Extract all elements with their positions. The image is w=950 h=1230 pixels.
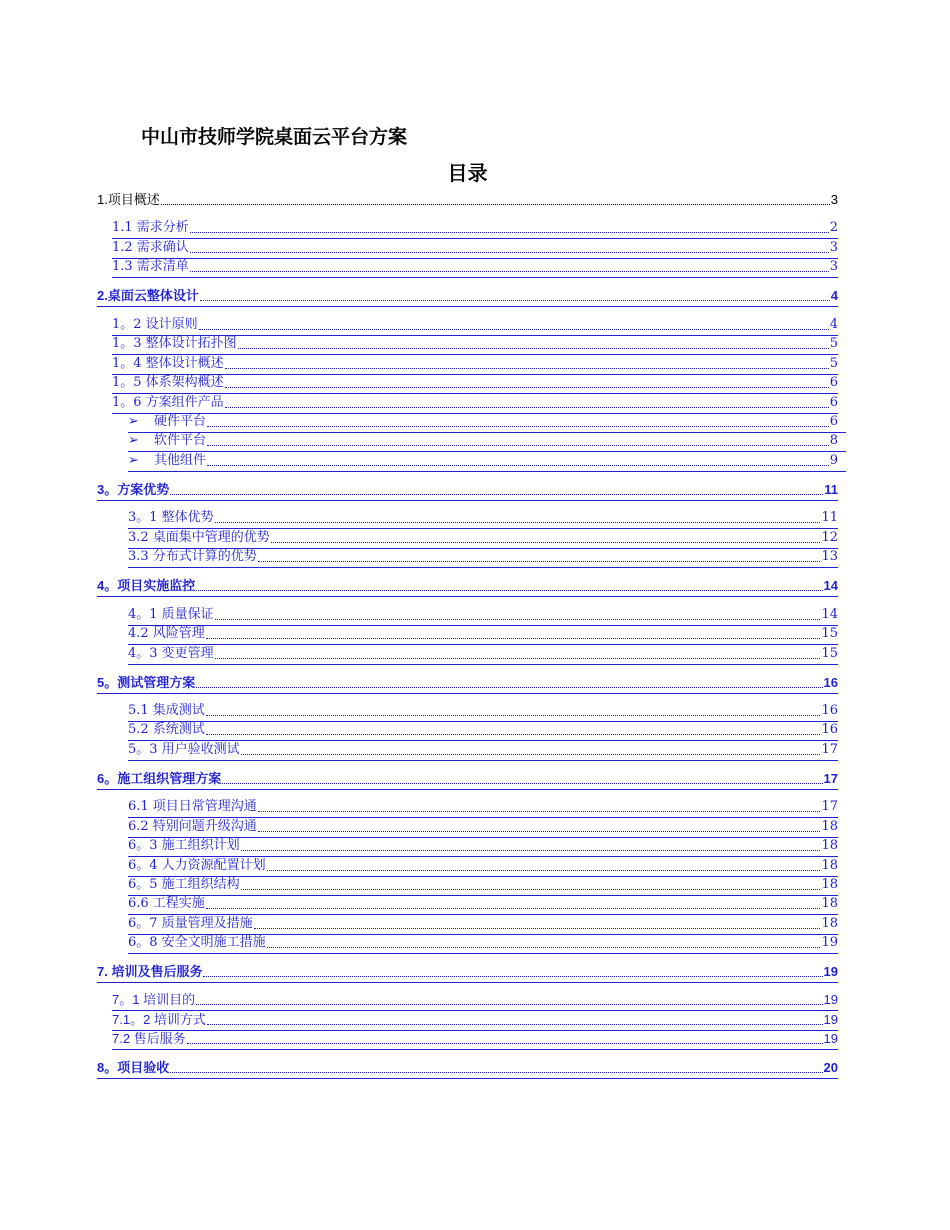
- toc-entry-label: 5.2 系统测试: [128, 722, 205, 737]
- toc-entry-label: 6.2 特别问题升级沟通: [128, 819, 257, 834]
- toc-entry-4-monitoring[interactable]: [97, 576, 838, 597]
- toc-entry-6-3[interactable]: [128, 836, 838, 857]
- toc-entry-7-1-2[interactable]: [112, 1010, 838, 1031]
- toc-entry-1-1[interactable]: [112, 218, 838, 239]
- toc-entry-2-4[interactable]: [112, 354, 838, 375]
- toc-page-number: 19: [823, 964, 838, 979]
- toc-entry-label: 6。4 人力资源配置计划: [128, 858, 266, 873]
- toc-entry-other-components[interactable]: [128, 451, 846, 472]
- toc-page-number: 4: [830, 288, 838, 303]
- toc-entry-5-3[interactable]: [128, 740, 838, 761]
- dot-leader: [254, 928, 821, 929]
- toc-page-number: 15: [821, 626, 838, 641]
- toc-page-number: 3: [829, 240, 838, 255]
- toc-entry-2-5[interactable]: [112, 373, 838, 394]
- toc-entry-label: 4。项目实施监控: [97, 578, 196, 593]
- dot-leader: [225, 368, 829, 369]
- dot-leader: [215, 658, 821, 659]
- toc-page-number: 15: [821, 646, 838, 661]
- toc-entry-label: 6。7 质量管理及措施: [128, 916, 253, 931]
- toc-entry-label: 6.1 项目日常管理沟通: [128, 799, 257, 814]
- toc-entry-label: 6。8 安全文明施工措施: [128, 935, 266, 950]
- toc-entry-label: 1.3 需求清单: [112, 259, 189, 274]
- toc-entry-label: 4.2 风险管理: [128, 626, 205, 641]
- toc-entry-8-acceptance[interactable]: [97, 1058, 838, 1079]
- toc-entry-label: 7.2 售后服务: [112, 1031, 186, 1046]
- dot-leader: [200, 300, 830, 301]
- dot-leader: [190, 252, 829, 253]
- toc-page-number: 16: [823, 675, 838, 690]
- toc-entry-label: 1。4 整体设计概述: [112, 356, 224, 371]
- dot-leader: [271, 542, 821, 543]
- dot-leader: [215, 619, 821, 620]
- toc-page-number: 16: [821, 722, 838, 737]
- toc-page-number: 19: [823, 1012, 838, 1027]
- toc-page-number: 12: [821, 530, 838, 545]
- dot-leader: [222, 783, 822, 784]
- dot-leader: [258, 561, 821, 562]
- toc-entry-5-testing[interactable]: [97, 673, 838, 694]
- toc-page-number: 8: [829, 433, 838, 448]
- toc-entry-1-overview[interactable]: [97, 190, 838, 210]
- dot-leader: [187, 1043, 823, 1044]
- arrow-bullet-icon: ➢: [128, 414, 139, 429]
- dot-leader: [196, 1004, 822, 1005]
- dot-leader: [196, 590, 822, 591]
- toc-entry-6-7[interactable]: [128, 914, 838, 935]
- dot-leader: [161, 204, 830, 205]
- toc-entry-3-3[interactable]: [128, 547, 838, 568]
- dot-leader: [241, 754, 821, 755]
- dot-leader: [199, 329, 829, 330]
- arrow-bullet-icon: ➢: [128, 453, 139, 468]
- dot-leader: [267, 870, 821, 871]
- toc-page-number: 5: [829, 336, 838, 351]
- dot-leader: [170, 494, 823, 495]
- dot-leader: [206, 734, 821, 735]
- toc-page-number: 19: [821, 935, 838, 950]
- toc-entry-4-3[interactable]: [128, 644, 838, 665]
- toc-entry-label: 8。项目验收: [97, 1060, 170, 1075]
- toc-page-number: 11: [821, 510, 838, 525]
- toc-entry-label: 6.6 工程实施: [128, 896, 205, 911]
- dot-leader: [258, 811, 821, 812]
- toc-page-number: 20: [823, 1060, 838, 1075]
- dot-leader: [206, 638, 821, 639]
- toc-entry-label: 5。测试管理方案: [97, 675, 196, 690]
- toc-page-number: 18: [821, 858, 838, 873]
- toc-entry-label: 5.1 集成测试: [128, 703, 205, 718]
- document-title: 中山市技师学院桌面云平台方案: [141, 126, 408, 148]
- toc-entry-label: 1。3 整体设计拓扑图: [112, 336, 237, 351]
- toc-entry-7-training[interactable]: [97, 962, 838, 983]
- toc-page-number: 11: [824, 482, 838, 497]
- toc-page-number: 18: [821, 838, 838, 853]
- dot-leader: [170, 1072, 822, 1073]
- toc-heading: 目录: [447, 161, 488, 185]
- toc-page-number: 3: [829, 259, 838, 274]
- dot-leader: [206, 715, 821, 716]
- toc-entry-2-3[interactable]: [112, 334, 838, 355]
- toc-entry-label: 1.2 需求确认: [112, 240, 189, 255]
- toc-page-number: 6: [829, 414, 838, 429]
- toc-page-number: 17: [821, 799, 838, 814]
- toc-entry-4-1[interactable]: [128, 605, 838, 626]
- toc-entry-6-1[interactable]: [128, 797, 838, 818]
- toc-page-number: 9: [829, 453, 838, 468]
- toc-entry-label: 其他组件: [154, 453, 207, 468]
- toc-entry-1-3[interactable]: [112, 257, 838, 278]
- toc-page-number: 3: [830, 192, 838, 207]
- toc-entry-2-design[interactable]: [97, 286, 838, 307]
- toc-entry-label: 1。6 方案组件产品: [112, 395, 224, 410]
- dot-leader: [241, 850, 821, 851]
- dot-leader: [267, 947, 821, 948]
- toc-page-number: 14: [823, 578, 838, 593]
- toc-entry-label: 4。1 质量保证: [128, 607, 214, 622]
- toc-entry-6-6[interactable]: [128, 894, 838, 915]
- toc-page-number: 4: [829, 317, 838, 332]
- toc-entry-7-1[interactable]: [112, 990, 838, 1011]
- toc-page-number: 6: [829, 395, 838, 410]
- toc-entry-label: 6。施工组织管理方案: [97, 771, 222, 786]
- toc-page-number: 18: [821, 896, 838, 911]
- dot-leader: [196, 687, 822, 688]
- toc-entry-label: 6。5 施工组织结构: [128, 877, 240, 892]
- toc-entry-7-2[interactable]: [112, 1029, 838, 1050]
- toc-page-number: 13: [821, 549, 838, 564]
- toc-entry-label: 6。3 施工组织计划: [128, 838, 240, 853]
- toc-entry-6-2[interactable]: [128, 817, 838, 838]
- dot-leader: [238, 348, 829, 349]
- toc-page-number: 18: [821, 819, 838, 834]
- toc-entry-label: 软件平台: [154, 433, 207, 448]
- dot-leader: [258, 831, 821, 832]
- toc-entry-label: 4。3 变更管理: [128, 646, 214, 661]
- toc-entry-3-advantages[interactable]: [97, 480, 838, 501]
- toc-entry-label: 7.1。2 培训方式: [112, 1012, 206, 1027]
- dot-leader: [207, 1024, 823, 1025]
- toc-entry-1-2[interactable]: [112, 238, 838, 259]
- arrow-bullet-icon: ➢: [128, 433, 139, 448]
- dot-leader: [207, 465, 829, 466]
- toc-entry-2-6[interactable]: [112, 393, 838, 414]
- toc-entry-2-2[interactable]: [112, 315, 838, 336]
- dot-leader: [241, 889, 821, 890]
- toc-page-number: 17: [821, 742, 838, 757]
- toc-entry-label: 1.1 需求分析: [112, 220, 189, 235]
- toc-entry-6-8[interactable]: [128, 933, 838, 954]
- toc-page-number: 18: [821, 877, 838, 892]
- toc-entry-6-construction[interactable]: [97, 769, 838, 790]
- toc-entry-label: 2.桌面云整体设计: [97, 288, 199, 303]
- toc-entry-label: 7。1 培训目的: [112, 992, 196, 1007]
- toc-entry-label: 3.3 分布式计算的优势: [128, 549, 257, 564]
- toc-entry-6-5[interactable]: [128, 875, 838, 896]
- toc-entry-software[interactable]: [128, 431, 846, 452]
- dot-leader: [203, 976, 822, 977]
- toc-entry-label: 3.2 桌面集中管理的优势: [128, 530, 270, 545]
- toc-entry-3-1[interactable]: [128, 508, 838, 529]
- toc-entry-3-2[interactable]: [128, 528, 838, 549]
- dot-leader: [215, 522, 821, 523]
- toc-page-number: 16: [821, 703, 838, 718]
- toc-entry-label: 5。3 用户验收测试: [128, 742, 240, 757]
- toc-page-number: 18: [821, 916, 838, 931]
- toc-entry-label: 3。1 整体优势: [128, 510, 214, 525]
- toc-entry-6-4[interactable]: [128, 856, 838, 877]
- toc-page-number: 5: [829, 356, 838, 371]
- dot-leader: [190, 232, 829, 233]
- dot-leader: [190, 271, 829, 272]
- dot-leader: [206, 908, 821, 909]
- toc-page-number: 14: [821, 607, 838, 622]
- toc-entry-5-2[interactable]: [128, 720, 838, 741]
- toc-entry-hardware[interactable]: [128, 412, 846, 433]
- toc-entry-label: 硬件平台: [154, 414, 207, 429]
- dot-leader: [225, 387, 829, 388]
- toc-entry-label: 1.项目概述: [97, 192, 160, 207]
- toc-entry-label: 3。方案优势: [97, 482, 170, 497]
- toc-page-number: 6: [829, 375, 838, 390]
- dot-leader: [207, 445, 829, 446]
- toc-entry-label: 1。2 设计原则: [112, 317, 198, 332]
- toc-entry-4-2[interactable]: [128, 624, 838, 645]
- toc-page-number: 2: [829, 220, 838, 235]
- toc-page-number: 17: [823, 771, 838, 786]
- toc-entry-label: 7. 培训及售后服务: [97, 964, 203, 979]
- toc-entry-label: 1。5 体系架构概述: [112, 375, 224, 390]
- toc-entry-5-1[interactable]: [128, 701, 838, 722]
- dot-leader: [207, 426, 829, 427]
- toc-page-number: 19: [823, 1031, 838, 1046]
- toc-page-number: 19: [823, 992, 838, 1007]
- dot-leader: [225, 407, 829, 408]
